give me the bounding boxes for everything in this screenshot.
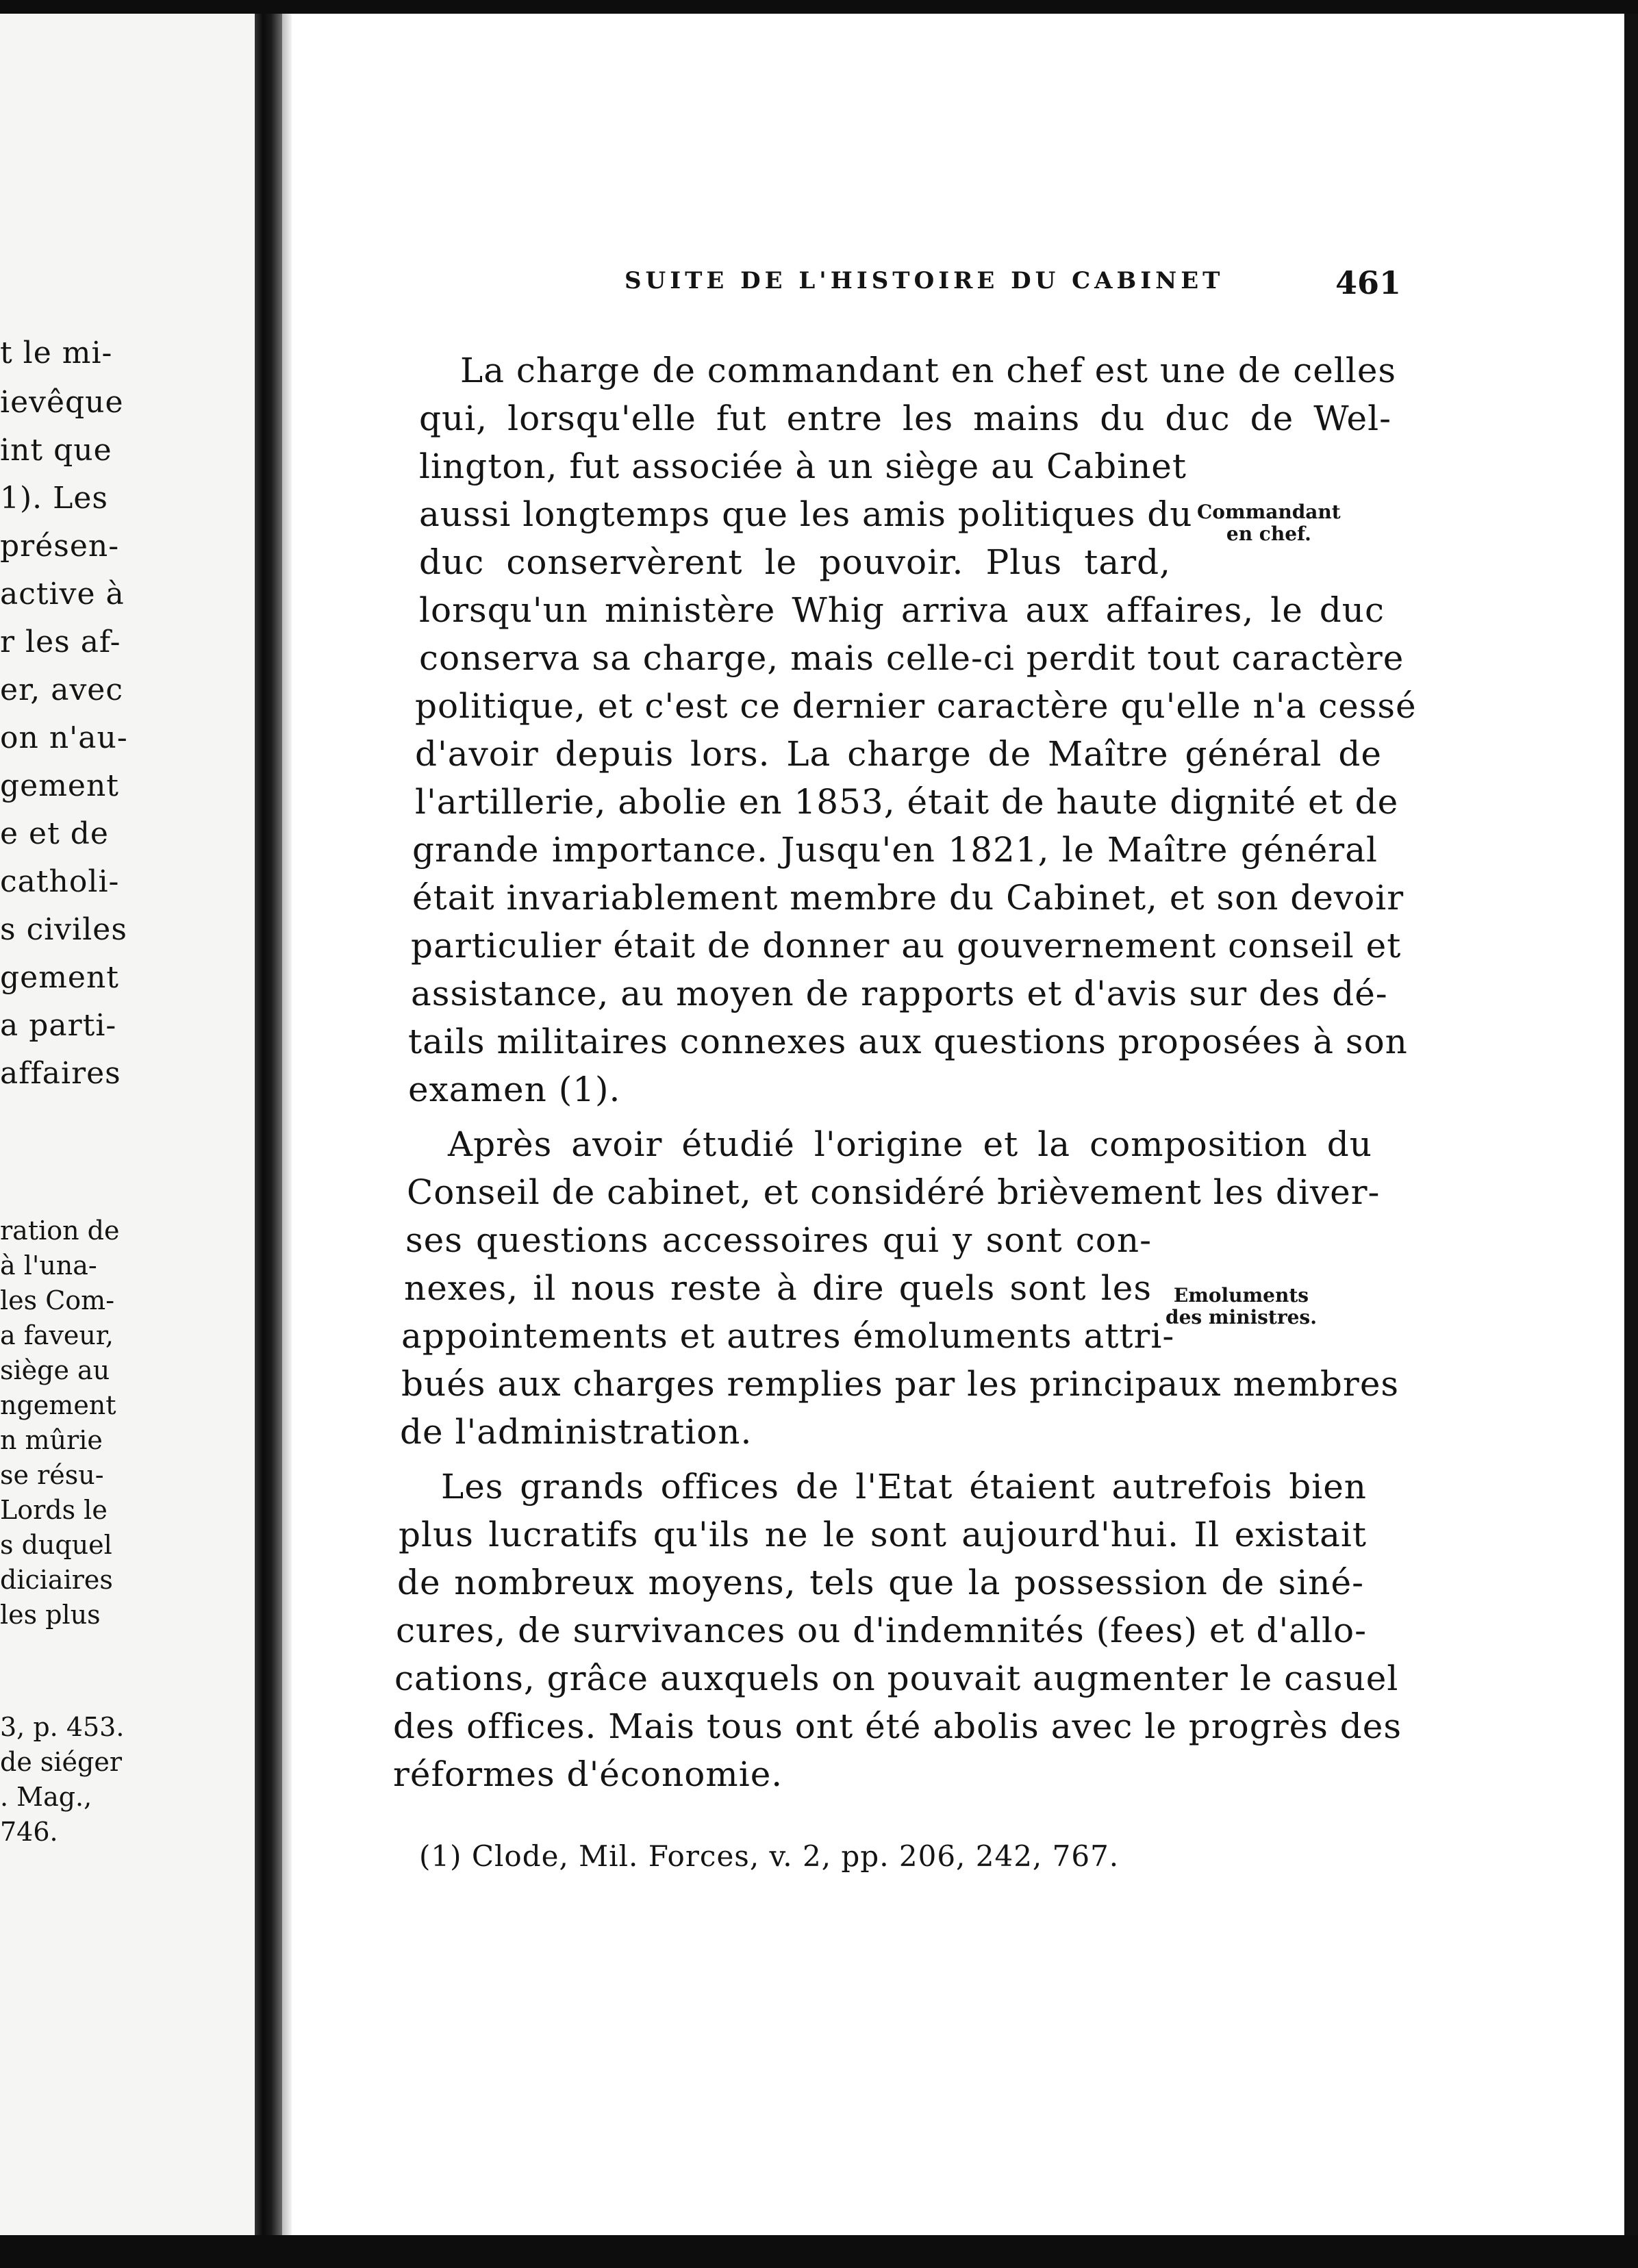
- left-note-line: de siéger: [0, 1747, 123, 1777]
- left-text-line: active à: [0, 577, 125, 612]
- left-text-line: ievêque: [0, 385, 124, 420]
- scan-bottom-border: [0, 2235, 1638, 2268]
- left-text-line: e et de: [0, 816, 109, 851]
- left-text-line: affaires: [0, 1056, 121, 1091]
- book-gutter: [255, 14, 282, 2235]
- left-note-line: à l'una-: [0, 1250, 97, 1281]
- body-line: d'avoir depuis lors. La charge de Maître général de: [415, 734, 1382, 774]
- body-line: des offices. Mais tous ont été abolis avec le progrès des: [393, 1706, 1402, 1746]
- margin-note-commandant: [1197, 501, 1341, 545]
- left-note-line: siège au: [0, 1355, 110, 1385]
- body-line: aussi longtemps que les amis politiques du: [419, 494, 1193, 534]
- body-line: politique, et c'est ce dernier caractère qu'elle n'a cessé: [415, 686, 1417, 726]
- left-text-line: int que: [0, 433, 112, 468]
- left-text-line: t le mi-: [0, 336, 113, 370]
- left-note-line: ngement: [0, 1390, 116, 1420]
- body-line: lington, fut associée à un siège au Cabinet: [419, 446, 1187, 486]
- left-text-line: on n'au-: [0, 720, 128, 755]
- left-note-line: s duquel: [0, 1530, 112, 1560]
- body-line: plus lucratifs qu'ils ne le sont aujourd'hui. Il existait: [399, 1515, 1367, 1554]
- left-note-line: 3, p. 453.: [0, 1712, 125, 1742]
- running-header: SUITE DE L'HISTOIRE DU CABINET: [625, 267, 1224, 294]
- body-line: Les grands offices de l'Etat étaient autrefois bien: [441, 1467, 1367, 1507]
- body-line: ses questions accessoires qui y sont con-: [405, 1220, 1152, 1260]
- body-line: de nombreux moyens, tels que la possession de siné-: [397, 1563, 1364, 1602]
- body-line: nexes, il nous reste à dire quels sont les: [404, 1268, 1152, 1308]
- scan-right-border: [1624, 14, 1638, 2235]
- margin-note-line: des ministres.: [1166, 1306, 1317, 1328]
- body-line: conserva sa charge, mais celle-ci perdit tout caractère: [419, 638, 1404, 678]
- left-note-line: se résu-: [0, 1460, 104, 1490]
- left-note-line: ration de: [0, 1215, 120, 1246]
- body-line: était invariablement membre du Cabinet, et son devoir: [412, 878, 1404, 918]
- body-line: réformes d'économie.: [393, 1754, 783, 1794]
- gutter-shadow: [282, 14, 292, 2235]
- left-note-line: diciaires: [0, 1565, 113, 1595]
- body-line: cations, grâce auxquels on pouvait augmenter le casuel: [394, 1659, 1399, 1698]
- left-text-line: gement: [0, 768, 119, 803]
- left-note-line: 746.: [0, 1817, 58, 1847]
- left-text-line: s civiles: [0, 912, 127, 947]
- body-line: Conseil de cabinet, et considéré brièvement les diver-: [407, 1172, 1381, 1212]
- body-line: bués aux charges remplies par les principaux membres: [401, 1364, 1400, 1404]
- left-note-line: n mûrie: [0, 1425, 103, 1455]
- left-text-line: gement: [0, 960, 119, 995]
- left-text-line: er, avec: [0, 672, 123, 707]
- margin-note-line: Emoluments: [1173, 1284, 1309, 1307]
- left-text-line: présen-: [0, 529, 120, 564]
- left-note-line: . Mag.,: [0, 1782, 92, 1812]
- body-line: La charge de commandant en chef est une de celles: [460, 351, 1397, 390]
- body-line: grande importance. Jusqu'en 1821, le Maître général: [412, 830, 1378, 870]
- left-text-line: 1). Les: [0, 481, 108, 516]
- body-line: l'artillerie, abolie en 1853, était de haute dignité et de: [415, 782, 1399, 822]
- body-line: de l'administration.: [400, 1412, 753, 1452]
- left-note-line: Lords le: [0, 1495, 108, 1525]
- left-text-line: catholi-: [0, 864, 120, 899]
- footnote: (1) Clode, Mil. Forces, v. 2, pp. 206, 242, 767.: [419, 1839, 1120, 1873]
- body-line: appointements et autres émoluments attri-: [401, 1316, 1175, 1356]
- body-line: duc conservèrent le pouvoir. Plus tard,: [419, 542, 1171, 582]
- left-note-line: a faveur,: [0, 1320, 114, 1350]
- body-line: assistance, au moyen de rapports et d'avis sur des dé-: [411, 974, 1388, 1013]
- body-line: particulier était de donner au gouvernement conseil et: [411, 926, 1402, 966]
- body-line: lorsqu'un ministère Whig arriva aux affaires, le duc: [419, 590, 1385, 630]
- body-line: cures, de survivances ou d'indemnités (fees) et d'allo-: [396, 1611, 1367, 1650]
- left-text-line: r les af-: [0, 625, 121, 659]
- scan-top-border: [0, 0, 1638, 14]
- margin-note-line: Commandant: [1197, 501, 1341, 523]
- left-note-line: les plus: [0, 1600, 101, 1630]
- page-number: 461: [1335, 264, 1402, 301]
- margin-note-emoluments: [1166, 1285, 1317, 1328]
- left-text-line: a parti-: [0, 1008, 117, 1043]
- body-line: examen (1).: [408, 1070, 621, 1109]
- body-line: tails militaires connexes aux questions proposées à son: [408, 1022, 1408, 1061]
- body-line: Après avoir étudié l'origine et la composition du: [448, 1124, 1372, 1164]
- left-note-line: les Com-: [0, 1285, 115, 1315]
- margin-note-line: en chef.: [1226, 522, 1311, 545]
- body-line: qui, lorsqu'elle fut entre les mains du duc de Wel-: [419, 399, 1391, 438]
- left-page-fragment: [0, 14, 255, 2235]
